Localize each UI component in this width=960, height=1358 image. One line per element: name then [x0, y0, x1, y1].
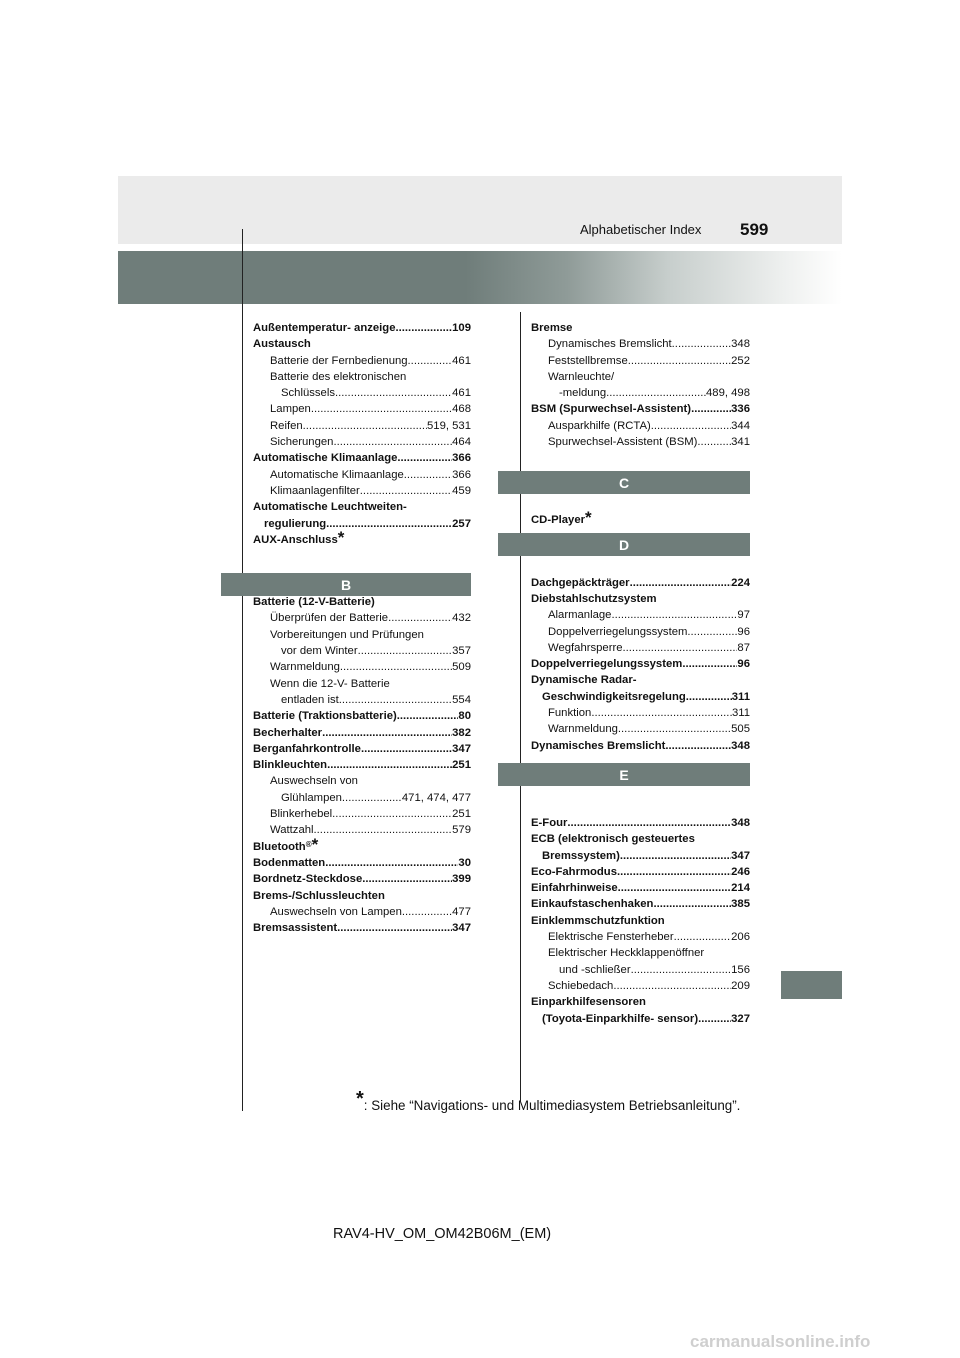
- dot-leader: [361, 741, 452, 757]
- index-entry-page: 252: [731, 354, 750, 367]
- section-title: Alphabetischer Index: [580, 222, 702, 237]
- index-entry-page: 97: [737, 609, 750, 622]
- index-entry-term: Wattzahl: [270, 824, 314, 837]
- index-entry: [253, 822, 471, 838]
- index-entry: [531, 607, 750, 623]
- index-entry-term: Dynamisches Bremslicht: [531, 739, 666, 752]
- index-entry: [531, 353, 750, 369]
- index-entry-term: Feststellbremse: [548, 354, 628, 367]
- dot-leader: [402, 904, 452, 920]
- index-entry: [531, 815, 750, 831]
- index-entry-page: 461: [452, 387, 471, 400]
- dot-leader: [623, 640, 738, 656]
- index-entry-page: 509: [452, 661, 471, 674]
- index-entry: [531, 640, 750, 656]
- index-entry: [253, 499, 471, 515]
- dot-leader: [362, 871, 452, 887]
- index-entry: [253, 594, 471, 610]
- index-entry-term: Batterie (Traktionsbatterie): [253, 710, 397, 723]
- footnote-star: *: [311, 834, 319, 854]
- index-entry-term: Außentemperatur- anzeige: [253, 322, 396, 334]
- index-entry-page: 385: [731, 898, 750, 911]
- section-letter-b: B: [221, 573, 471, 596]
- index-entry-term: Auswechseln von Lampen: [270, 905, 402, 918]
- index-entry-term: Austausch: [253, 338, 311, 351]
- index-entry-page: 347: [731, 849, 750, 862]
- dot-leader: [332, 806, 452, 822]
- index-entry-page: 366: [452, 468, 471, 481]
- index-entry: [531, 434, 750, 450]
- index-entry: [253, 434, 471, 450]
- index-entry: [253, 516, 471, 532]
- index-entry-page: 347: [452, 742, 471, 755]
- dot-leader: [337, 920, 452, 936]
- index-entry-page: 109: [452, 322, 471, 334]
- index-entry-page: 357: [452, 645, 471, 658]
- index-entry-term: Lampen: [270, 403, 311, 416]
- index-entry-bluetooth: Bluetooth ® *: [253, 834, 319, 854]
- dot-leader: [691, 401, 731, 417]
- header-banner: [118, 251, 842, 304]
- dot-leader: [630, 575, 732, 591]
- entries-b2: [253, 855, 471, 936]
- watermark: carmanualsonline.info: [690, 1332, 871, 1351]
- index-entry-term: Berganfahrkontrolle: [253, 742, 361, 755]
- index-entry-term: regulierung: [264, 517, 327, 530]
- dot-leader: [617, 864, 731, 880]
- index-entry-term: Elektrischer Heckklappenöffner: [548, 947, 705, 960]
- index-entry-term: Alarmanlage: [548, 609, 612, 622]
- index-entry: [531, 575, 750, 591]
- index-entry-term: E-Four: [531, 816, 568, 829]
- index-entry: [253, 806, 471, 822]
- index-entry-term: Bordnetz-Steckdose: [253, 873, 363, 886]
- index-entry-page: 344: [731, 419, 750, 432]
- index-entry: [531, 385, 750, 401]
- index-entry: [531, 994, 750, 1010]
- dot-leader: [620, 848, 731, 864]
- index-entry: [531, 369, 750, 385]
- index-entry-page: 519, 531: [427, 419, 471, 432]
- index-entry-term: Wenn die 12-V- Batterie: [270, 677, 390, 690]
- index-entry-term: Bremssystem): [542, 849, 620, 862]
- index-entry-term: Warnleuchte/: [548, 370, 615, 383]
- index-entry-page: 348: [731, 739, 750, 752]
- index-entry-term: entladen ist: [281, 693, 339, 706]
- index-entry: [253, 692, 471, 708]
- index-entry-page: 87: [737, 641, 750, 654]
- index-entry-term: Eco-Fahrmodus: [531, 865, 617, 878]
- dot-leader: [628, 353, 731, 369]
- index-entry: [253, 418, 471, 434]
- dot-leader: [397, 450, 452, 466]
- index-entry-aux: AUX-Anschluss *: [253, 527, 345, 547]
- index-entry-term: Einklemmschutzfunktion: [531, 914, 665, 927]
- entries-bremse: [531, 320, 750, 450]
- index-entry-term: Bodenmatten: [253, 856, 326, 869]
- index-entry-term: Dynamisches Bremslicht: [548, 338, 672, 351]
- index-entry-page: 554: [452, 693, 471, 706]
- index-entry-term: Automatische Klimaanlage: [253, 452, 398, 465]
- index-entry: [253, 610, 471, 626]
- index-entry-term: Doppelverriegelungssystem: [548, 625, 688, 638]
- index-entry-term: ECB (elektronisch gesteuertes: [531, 833, 695, 846]
- index-entry: [531, 624, 750, 640]
- index-entry-page: 432: [452, 612, 471, 625]
- index-entry: [531, 738, 750, 754]
- index-entry: [253, 888, 471, 904]
- index-entry: [253, 659, 471, 675]
- index-entry-term: Doppelverriegelungssystem: [531, 658, 683, 671]
- entries-d: [531, 575, 750, 754]
- index-entry: [253, 483, 471, 499]
- section-letter-e: E: [498, 763, 750, 786]
- index-entry: [253, 920, 471, 936]
- dot-leader: [396, 320, 453, 336]
- footnote-star: *: [356, 1088, 364, 1110]
- dot-leader: [408, 353, 453, 369]
- dot-leader: [567, 815, 731, 831]
- index-entry-term: Becherhalter: [253, 726, 323, 739]
- index-entry-cd-player: CD-Player *: [531, 508, 592, 528]
- index-entry: [531, 656, 750, 672]
- index-entry: [531, 962, 750, 978]
- index-entry: [253, 643, 471, 659]
- dot-leader: [618, 721, 731, 737]
- dot-leader: [311, 401, 452, 417]
- index-entry-term: Schlüssels: [281, 387, 335, 400]
- dot-leader: [653, 896, 731, 912]
- index-entry: [531, 929, 750, 945]
- dot-leader: [404, 467, 452, 483]
- index-entry-term: Schiebedach: [548, 979, 614, 992]
- index-entry-term: Bremse: [531, 322, 573, 334]
- index-entry-term: BSM (Spurwechsel-Assistent): [531, 403, 692, 416]
- document-code: RAV4-HV_OM_OM42B06M_(EM): [333, 1226, 552, 1242]
- index-entry-page: 209: [731, 979, 750, 992]
- index-entry-term: Dynamische Radar-: [531, 674, 637, 687]
- dot-leader: [651, 418, 731, 434]
- dot-leader: [322, 725, 452, 741]
- index-entry: [531, 689, 750, 705]
- dot-leader: [674, 929, 732, 945]
- dot-leader: [672, 336, 731, 352]
- index-entry-term: (Toyota-Einparkhilfe- sensor): [542, 1012, 699, 1025]
- index-entry: [531, 848, 750, 864]
- dot-leader: [339, 692, 452, 708]
- index-entry-term: Wegfahrsperre: [548, 641, 623, 654]
- index-entry-page: 464: [452, 436, 471, 449]
- index-entry: [253, 353, 471, 369]
- dot-leader: [326, 516, 452, 532]
- index-entry: [531, 672, 750, 688]
- index-entry-page: 468: [452, 403, 471, 416]
- index-entry: [531, 705, 750, 721]
- index-entry-page: 477: [452, 905, 471, 918]
- dot-leader: [325, 855, 458, 871]
- index-entry-term: Überprüfen der Batterie: [270, 612, 389, 625]
- dot-leader: [631, 962, 732, 978]
- dot-leader: [397, 708, 459, 724]
- index-entry-page: 348: [731, 338, 750, 351]
- dot-leader: [342, 790, 402, 806]
- index-entry: [253, 676, 471, 692]
- header-band: [118, 176, 842, 244]
- index-entry-page: 156: [731, 963, 750, 976]
- index-entry-term: Bremsassistent: [253, 922, 338, 935]
- section-letter-c: C: [498, 471, 750, 494]
- index-entry-page: 366: [452, 452, 471, 465]
- index-entry-term: Batterie des elektronischen: [270, 370, 407, 383]
- index-entry-term: und -schließer: [559, 963, 631, 976]
- dot-leader: [333, 434, 452, 450]
- index-entry-term: Brems-/Schlussleuchten: [253, 889, 385, 902]
- chapter-tab-marker: [781, 971, 842, 999]
- index-entry: [253, 336, 471, 352]
- index-entry-page: 579: [452, 824, 471, 837]
- index-entry: [253, 773, 471, 789]
- dot-leader: [606, 385, 706, 401]
- index-entry-page: 311: [731, 707, 750, 720]
- entries-b: [253, 594, 471, 838]
- index-entry-term: -meldung: [559, 387, 607, 400]
- index-entry-page: 459: [452, 484, 471, 497]
- index-entry: [253, 401, 471, 417]
- index-entry: [253, 904, 471, 920]
- section-letter-d: D: [498, 533, 750, 556]
- dot-leader: [687, 624, 737, 640]
- dot-leader: [697, 434, 731, 450]
- index-entry-page: 461: [452, 354, 471, 367]
- index-entry: [531, 913, 750, 929]
- index-entry: [253, 757, 471, 773]
- index-entry-term: Elektrische Fensterheber: [548, 931, 674, 944]
- index-entry-page: 246: [731, 865, 750, 878]
- dot-leader: [314, 822, 453, 838]
- index-entry: [253, 725, 471, 741]
- index-entry-page: 311: [731, 690, 750, 703]
- index-entry: [253, 708, 471, 724]
- index-entry-term: Einkaufstaschenhaken: [531, 898, 654, 911]
- index-entry: [531, 320, 750, 336]
- left-margin-rule: [242, 229, 243, 1111]
- index-entry-term: Reifen: [270, 419, 303, 432]
- index-entry-page: 96: [737, 658, 750, 671]
- index-entry: [531, 880, 750, 896]
- index-entry: [253, 450, 471, 466]
- dot-leader: [303, 418, 427, 434]
- index-entry-term: Dachgepäckträger: [531, 576, 630, 589]
- index-entry-term: Warnmeldung: [548, 723, 618, 736]
- dot-leader: [665, 738, 731, 754]
- index-entry: [531, 336, 750, 352]
- footnote-star: *: [337, 527, 345, 547]
- dot-leader: [618, 880, 732, 896]
- index-entry-term: Blinkerhebel: [270, 808, 333, 821]
- index-entry-page: 399: [452, 873, 471, 886]
- dot-leader: [613, 978, 731, 994]
- index-entry-page: 214: [731, 882, 750, 895]
- footnote-star: *: [585, 508, 592, 528]
- index-entry: [531, 831, 750, 847]
- index-entry-term: Batterie der Fernbedienung: [270, 354, 408, 367]
- index-entry: [531, 418, 750, 434]
- dot-leader: [698, 1011, 731, 1027]
- page-number: 599: [740, 220, 769, 239]
- index-entry-term: Geschwindigkeitsregelung: [542, 690, 686, 703]
- entries-a: [253, 320, 471, 532]
- index-entry: [253, 627, 471, 643]
- dot-leader: [358, 643, 453, 659]
- index-entry-term: Vorbereitungen und Prüfungen: [270, 628, 424, 641]
- index-entry: [531, 1011, 750, 1027]
- column-divider: [520, 312, 521, 1101]
- index-entry: [253, 790, 471, 806]
- index-entry: [253, 385, 471, 401]
- index-entry-page: 505: [731, 723, 750, 736]
- index-entry: [531, 401, 750, 417]
- index-entry-term: Auswechseln von: [270, 775, 358, 788]
- index-entry-term: Klimaanlagenfilter: [270, 484, 360, 497]
- index-entry-page: 30: [458, 856, 471, 869]
- index-entry-page: 382: [452, 726, 471, 739]
- index-entry: [531, 864, 750, 880]
- index-entry: [253, 467, 471, 483]
- index-entry-page: 251: [452, 759, 471, 772]
- dot-leader: [335, 385, 452, 401]
- index-entry-page: 206: [731, 931, 750, 944]
- dot-leader: [591, 705, 732, 721]
- index-entry: [531, 896, 750, 912]
- index-entry-page: 80: [458, 710, 471, 723]
- index-entry-page: 347: [452, 922, 471, 935]
- index-column-left: [253, 320, 471, 936]
- index-entry-page: 348: [731, 816, 750, 829]
- index-entry-page: 341: [731, 436, 750, 449]
- index-entry-term: Funktion: [548, 707, 592, 720]
- index-entry-page: 489, 498: [706, 387, 750, 400]
- index-entry-term: Einparkhilfesensoren: [531, 996, 646, 1009]
- index-entry: [531, 591, 750, 607]
- index-entry-page: 257: [452, 517, 471, 530]
- dot-leader: [682, 656, 737, 672]
- entries-e: [531, 815, 750, 1027]
- index-entry-page: 251: [452, 808, 471, 821]
- dot-leader: [327, 757, 452, 773]
- index-entry-page: 327: [731, 1012, 750, 1025]
- index-column-right: [531, 320, 750, 1027]
- index-entry-term: Einfahrhinweise: [531, 882, 618, 895]
- dot-leader: [686, 689, 732, 705]
- index-entry-term: Diebstahlschutzsystem: [531, 592, 657, 605]
- index-entry-term: vor dem Winter: [281, 645, 358, 658]
- dot-leader: [360, 483, 452, 499]
- index-entry: [253, 741, 471, 757]
- index-entry-term: Blinkleuchten: [253, 759, 328, 772]
- index-entry: [531, 945, 750, 961]
- index-entry-page: 471, 474, 477: [401, 791, 471, 804]
- index-entry-term: Spurwechsel-Assistent (BSM): [548, 436, 698, 449]
- footnote: *: Siehe “Navigations- und Multimediasystem Betriebsanleitung”.: [356, 1088, 741, 1113]
- index-entry-term: Ausparkhilfe (RCTA): [548, 419, 651, 432]
- index-entry-term: Automatische Klimaanlage: [270, 468, 404, 481]
- dot-leader: [388, 610, 452, 626]
- dot-leader: [340, 659, 452, 675]
- index-entry: [253, 871, 471, 887]
- index-entry: [531, 978, 750, 994]
- dot-leader: [611, 607, 737, 623]
- index-entry-page: 224: [731, 576, 750, 589]
- index-entry: [253, 369, 471, 385]
- index-entry: [531, 721, 750, 737]
- index-entry-term: Automatische Leuchtweiten-: [253, 501, 407, 514]
- index-entry: [253, 320, 471, 336]
- index-entry-page: 336: [731, 403, 750, 416]
- index-entry-term: Warnmeldung: [270, 661, 340, 674]
- index-entry-term: Glühlampen: [281, 791, 342, 804]
- index-entry-term: Batterie (12-V-Batterie): [253, 596, 375, 609]
- index-entry-term: Sicherungen: [270, 436, 334, 449]
- index-entry: [253, 855, 471, 871]
- index-entry-page: 96: [737, 625, 750, 638]
